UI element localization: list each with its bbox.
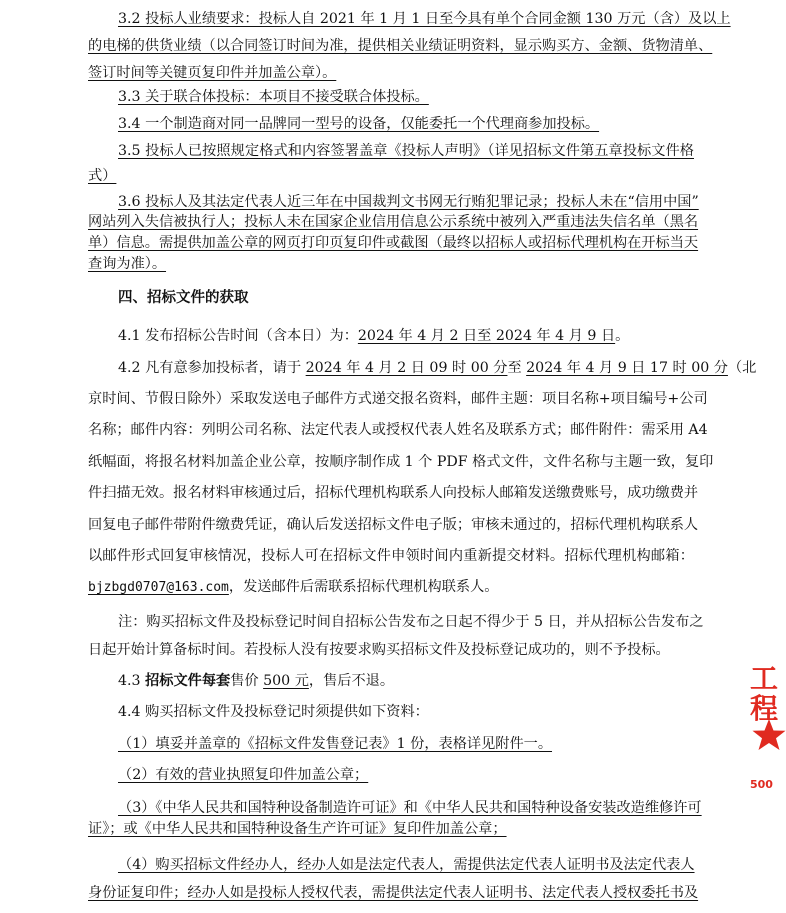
req-3-6-line-1: 3.6 投标人及其法定代表人近三年在中国裁判文书网无行贿犯罪记录；投标人未在“信用中国” [118,194,699,210]
note-line-1: 注：购买招标文件及投标登记时间自招标公告发布之日起不得少于 5 日，并从招标公告发布之 [118,614,704,630]
seal-star-icon [752,718,786,752]
para-4-2-line-7: 以邮件形式回复审核情况，投标人可在招标文件申领时间内重新提交材料。招标代理机构邮箱： [88,548,694,564]
company-seal-fragment [746,664,782,804]
req-3-3: 3.3 关于联合体投标：本项目不接受联合体投标。 [118,89,429,105]
req-3-5-line-2: 式） [88,168,117,184]
registration-end-time: 2024 年 4 月 9 日 17 时 00 分 [526,360,728,376]
req-3-6-line-4: 查询为准）。 [88,256,167,272]
para-4-2-line-8 [88,578,694,597]
req-3-4: 3.4 一个制造商对同一品牌同一型号的设备，仅能委托一个代理商参加投标。 [118,116,600,132]
list-item-3-line-1: （3）《中华人民共和国特种设备制造许可证》和《中华人民共和国特种设备安装改造维修许可 [118,800,702,816]
para-4-2-mid: 至 [507,360,527,376]
para-4-2-line-3: 名称；邮件内容：列明公司名称、法定代表人或授权代表人姓名及联系方式；邮件附件：需采用 A4 [88,422,708,438]
para-4-1-prefix: 4.1 发布招标公告时间（含本日）为： [118,328,358,344]
agency-email-link[interactable]: bjzbgd0707@163.com [88,580,229,595]
req-3-2-line-3: 签订时间等关键页复印件并加盖公章）。 [88,65,337,81]
publish-date-range: 2024 年 4 月 2 日至 2024 年 4 月 9 日 [357,328,616,344]
req-3-2-line-1: 3.2 投标人业绩要求：投标人自 2021 年 1 月 1 日至今具有单个合同金额 130 万元（含）及以上 [118,11,731,27]
list-item-4-line-2: 身份证复印件；经办人如是投标人授权代表，需提供法定代表人证明书、法定代表人授权委托书及 [88,885,699,901]
list-item-1: （1）填妥并盖章的《招标文件发售登记表》1 份，表格详见附件一。 [118,736,553,752]
req-3-2-line-2: 的电梯的供货业绩（以合同签订时间为准，提供相关业绩证明资料，显示购买方、金额、货物清单、 [88,38,713,54]
list-item-2: （2）有效的营业执照复印件加盖公章； [118,767,369,783]
req-3-6-line-2: 网站列入失信被执行人；投标人未在国家企业信用信息公示系统中被列入严重违法失信名单（黑名 [88,214,699,230]
req-3-5-line-1: 3.5 投标人已按照规定格式和内容签署盖章《投标人声明》（详见招标文件第五章投标文件格 [118,143,694,159]
para-4-2-suffix: （北 [727,360,757,376]
para-4-2-line-2: 京时间、节假日除外）采取发送电子邮件方式递交报名资料，邮件主题：项目名称+项目编号+公司 [88,391,708,407]
para-4-2-line-1 [118,359,757,377]
list-item-4-line-1: （4）购买招标文件经办人，经办人如是法定代表人，需提供法定代表人证明书及法定代表人 [118,857,695,873]
seal-number: 500 [750,778,773,791]
para-4-2-line-6: 回复电子邮件带附件缴费凭证，确认后发送招标文件电子版；审核未通过的，招标代理机构联系人 [88,517,699,533]
tender-document-per-set: 招标文件每套 [145,673,231,689]
para-4-4: 4.4 购买招标文件及投标登记时须提供如下资料： [118,704,429,720]
para-4-1-suffix: 。 [615,328,630,344]
para-4-3-mid: 售价 [230,673,264,689]
para-4-2-line-4: 纸幅面，将报名材料加盖企业公章，按顺序制作成 1 个 PDF 格式文件，文件名称与主题一致，复印 [88,454,714,470]
para-4-1 [118,327,724,345]
section-4-heading: 四、招标文件的获取 [118,290,249,306]
tender-price: 500 元 [263,673,309,689]
para-4-3-prefix: 4.3 [118,673,146,689]
para-4-2-line-5: 件扫描无效。报名材料审核通过后，招标代理机构联系人向投标人邮箱发送缴费账号，成功缴费并 [88,485,699,501]
para-4-3-suffix: ，售后不退。 [308,673,395,689]
seal-characters: 工程 [750,662,779,725]
list-item-3-line-2: 证》；或《中华人民共和国特种设备生产许可证》复印件加盖公章； [88,821,507,837]
para-4-3 [118,672,724,690]
para-4-2-line-8-suffix: ，发送邮件后需联系招标代理机构联系人。 [228,579,499,595]
note-line-2: 日起开始计算备标时间。若投标人没有按要求购买招标文件及投标登记成功的，则不予投标。 [88,642,670,658]
req-3-6-line-3: 单）信息。需提供加盖公章的网页打印页复印件或截图（最终以招标人或招标代理机构在开标当天 [88,235,699,251]
registration-start-time: 2024 年 4 月 2 日 09 时 00 分 [305,360,508,376]
para-4-2-prefix: 4.2 凡有意参加投标者，请于 [118,360,306,376]
